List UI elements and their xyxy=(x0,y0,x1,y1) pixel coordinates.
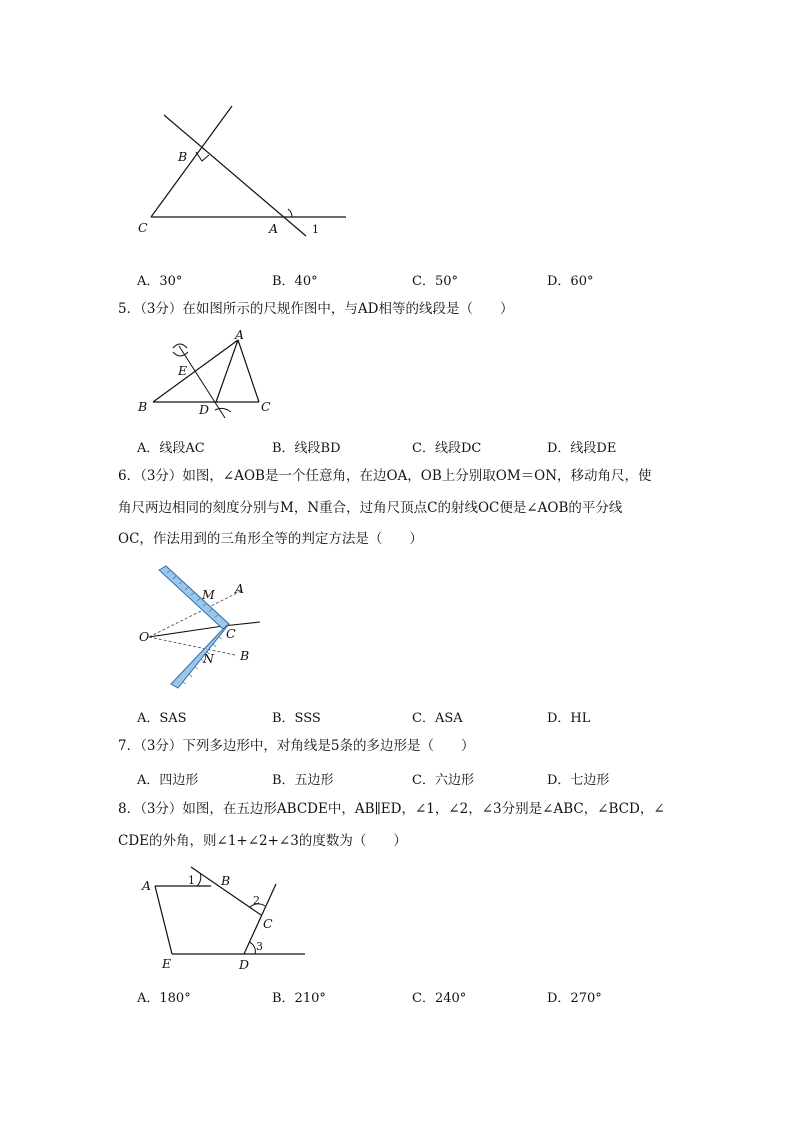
q4-option-a[interactable]: A．30° xyxy=(137,274,183,289)
q5-label-a: A xyxy=(235,327,245,342)
q6-label-m: M xyxy=(202,587,215,602)
q8-option-c[interactable]: C．240° xyxy=(412,991,467,1006)
q4-option-d[interactable]: D．60° xyxy=(547,274,594,289)
q6-option-a[interactable]: A．SAS xyxy=(137,711,187,726)
q8-figure xyxy=(135,862,310,977)
q6-stem-line2: 角尺两边相同的刻度分别与M，N重合，过角尺顶点C的射线OC便是∠AOB的平分线 xyxy=(118,500,623,516)
q8-label-3: 3 xyxy=(256,940,263,953)
q6-figure xyxy=(135,562,275,697)
q8-stem-line1: 8．（3分）如图，在五边形ABCDE中，AB∥ED，∠1，∠2，∠3分别是∠ABC，∠BCD，∠ xyxy=(118,801,665,817)
q8-option-b[interactable]: B．210° xyxy=(272,991,326,1006)
q4-label-c: C xyxy=(138,220,148,235)
q4-label-b: B xyxy=(178,149,188,164)
q8-stem-line2: CDE的外角，则∠1+∠2+∠3的度数为（ ） xyxy=(118,833,407,849)
q6-option-c[interactable]: C．ASA xyxy=(412,711,463,726)
q6-option-d[interactable]: D．HL xyxy=(547,711,591,726)
q5-option-d[interactable]: D．线段DE xyxy=(547,441,617,456)
q5-label-e: E xyxy=(178,363,188,378)
q5-option-a[interactable]: A．线段AC xyxy=(137,441,205,456)
q8-option-d[interactable]: D．270° xyxy=(547,991,602,1006)
q7-option-c[interactable]: C．六边形 xyxy=(412,773,474,788)
q8-label-a: A xyxy=(142,878,152,893)
q6-label-c: C xyxy=(226,626,236,641)
q5-stem: 5．（3分）在如图所示的尺规作图中，与AD相等的线段是（ ） xyxy=(118,301,514,317)
q5-label-d: D xyxy=(199,402,210,417)
q5-figure xyxy=(135,328,285,423)
q7-stem: 7．（3分）下列多边形中，对角线是5条的多边形是（ ） xyxy=(118,738,475,754)
q6-label-b: B xyxy=(240,648,250,663)
q4-option-c[interactable]: C．50° xyxy=(412,274,458,289)
q4-label-a: A xyxy=(269,221,279,236)
q5-option-c[interactable]: C．线段DC xyxy=(412,441,482,456)
q4-option-b[interactable]: B．40° xyxy=(272,274,318,289)
q6-stem-line1: 6．（3分）如图，∠AOB是一个任意角，在边OA，OB上分别取OM＝ON，移动角尺，使 xyxy=(118,468,652,484)
q8-label-d: D xyxy=(239,957,250,972)
q8-label-2: 2 xyxy=(253,894,260,907)
q6-label-o: O xyxy=(139,629,150,644)
q7-option-d[interactable]: D．七边形 xyxy=(547,773,610,788)
q6-option-b[interactable]: B．SSS xyxy=(272,711,321,726)
q6-label-a: A xyxy=(235,581,245,596)
q7-option-b[interactable]: B．五边形 xyxy=(272,773,334,788)
q8-label-c: C xyxy=(263,916,273,931)
q8-label-e: E xyxy=(162,956,172,971)
q8-label-b: B xyxy=(221,873,231,888)
q8-option-a[interactable]: A．180° xyxy=(137,991,191,1006)
q5-option-b[interactable]: B．线段BD xyxy=(272,441,341,456)
q6-label-n: N xyxy=(203,651,214,666)
q5-label-c: C xyxy=(261,399,271,414)
q8-label-1: 1 xyxy=(188,874,195,887)
q4-label-1: 1 xyxy=(312,223,319,236)
q6-stem-line3: OC，作法用到的三角形全等的判定方法是（ ） xyxy=(118,531,423,547)
q7-option-a[interactable]: A．四边形 xyxy=(137,773,199,788)
q4-figure xyxy=(130,100,360,240)
q5-label-b: B xyxy=(138,399,148,414)
